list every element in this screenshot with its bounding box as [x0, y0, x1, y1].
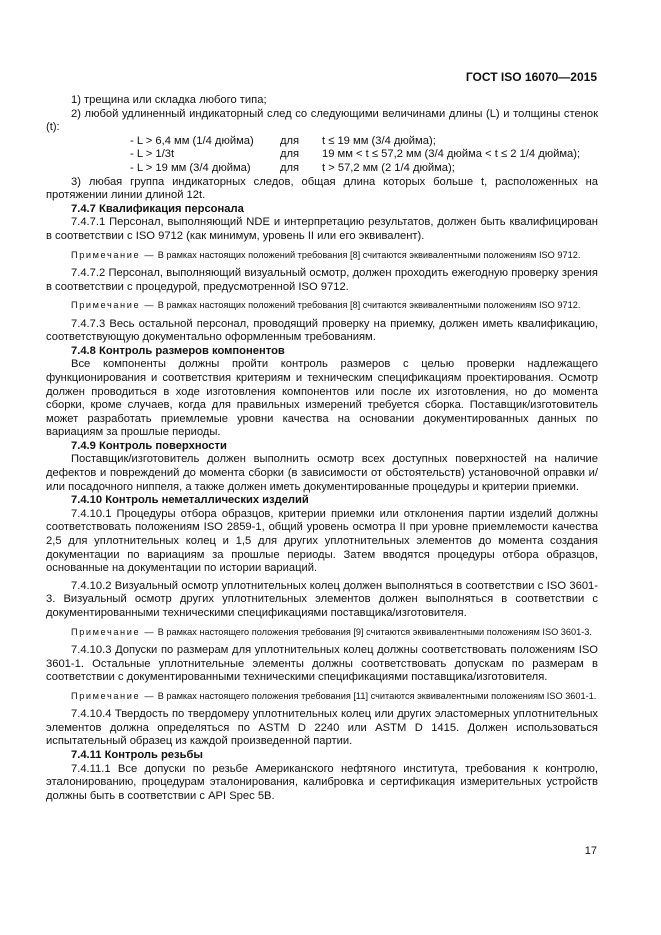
note: [46, 299, 598, 311]
heading-7-4-11: 7.4.11 Контроль резьбы: [71, 748, 203, 761]
note-text: В рамках настоящих положений требования [8] считаются эквивалентными положениям ISO 9712.: [157, 300, 581, 311]
criteria-range: t > 57,2 мм (2 1/4 дюйма);: [322, 161, 455, 174]
heading-7-4-10: 7.4.10 Контроль неметаллических изделий: [71, 494, 309, 507]
page-content: [46, 94, 598, 803]
criteria-for: для: [280, 161, 300, 174]
criteria-range: t ≤ 19 мм (3/4 дюйма);: [322, 134, 436, 147]
paragraph-7-4-8: Все компоненты должны пройти контроль размеров с целью проверки надлежащего функционирования и соответствия критериям и техническим спецификациям проектирования. Осмотр должен проводиться в ходе изготовления компонентов или после их изготовления, но до момента сборки, кроме случаев, когда для правильных измерений требуется сборка. Поставщик/изготовитель может разработать приемлемые уровни качества на основании документированных данных по вариациям за прошлые периоды.: [46, 358, 598, 439]
paragraph-7-4-10-2: 7.4.10.2 Визуальный осмотр уплотнительных колец должен выполняться в соответствии с ISO 3601-3. Визуальный осмотр других уплотнительных элементов должен выполняться в соответствии с документированными техническими спецификациями поставщика/изготовителя.: [46, 579, 598, 619]
note-label: Примечание —: [71, 626, 156, 637]
criteria-condition: - L > 1/3t: [130, 148, 175, 161]
item-crack: 1) трещина или складка любого типа;: [71, 94, 267, 106]
note-label: Примечание —: [71, 249, 156, 260]
note-text: В рамках настоящих положений требования [8] считаются эквивалентными положениям ISO 9712.: [157, 249, 581, 260]
criteria-condition: - L > 6,4 мм (1/4 дюйма): [130, 134, 254, 147]
note: [46, 249, 598, 261]
item-indication-group: 3) любая группа индикаторных следов, общая длина которых больше t, расположенных на протяжении линии длиной 12t.: [46, 175, 598, 202]
document-id: ГОСТ ISO 16070—2015: [465, 70, 597, 84]
paragraph-7-4-9: Поставщик/изготовитель должен выполнить осмотр всех доступных поверхностей на наличие дефектов и повреждений до момента сборки (в зависимости от обстоятельств) установочной оправки и/или посадочного ниппеля, а также должен иметь документированные процедуры и критерии приемки.: [46, 453, 598, 493]
note-text: В рамках настоящего положения требования [9] считаются эквивалентными положениям ISO 3601-3.: [157, 626, 592, 637]
paragraph-7-4-7-1: 7.4.7.1 Персонал, выполняющий NDE и интерпретацию результатов, должен быть квалифицирован в соответствии с ISO 9712 (как минимум, уровень II или его эквивалент).: [46, 216, 598, 242]
criteria-row: [130, 135, 580, 149]
criteria-row: [130, 148, 580, 162]
heading-7-4-8: 7.4.8 Контроль размеров компонентов: [71, 344, 285, 357]
criteria-for: для: [280, 134, 300, 147]
paragraph-7-4-7-3: 7.4.7.3 Весь остальной персонал, проводящий проверку на приемку, должен иметь квалификацию, соответствующую документально оформленным требованиям.: [46, 317, 598, 344]
heading-7-4-7: 7.4.7 Квалификация персонала: [71, 202, 244, 215]
paragraph-7-4-11-1: 7.4.11.1 Все допуски по резьбе Американского нефтяного института, требования к контролю, эталонированию, процедурам эталонирования, калибровка и сертификация измерительных устройств должны быть в соответствии с API Spec 5B.: [46, 762, 598, 802]
note: [46, 690, 598, 702]
criteria-condition: - L > 19 мм (3/4 дюйма): [130, 161, 251, 174]
item-elongated-indication: 2) любой удлиненный индикаторный след со следующими величинами длины (L) и толщины стенок (t):: [46, 107, 598, 134]
heading-7-4-9: 7.4.9 Контроль поверхности: [71, 439, 227, 452]
criteria-table: [130, 135, 580, 176]
criteria-for: для: [280, 148, 300, 161]
page-number: 17: [584, 845, 597, 857]
paragraph-7-4-10-1: 7.4.10.1 Процедуры отбора образцов, критерии приемки или отклонения партии изделий должны соответствовать положениям ISO 2859-1, общий уровень осмотра II при уровне приемлемости качества 2,5 для уплотнительных колец и 1,5 для других уплотнительных элементов до момента создания документации по вариациям за прошлые периоды. Затем вводятся процедуры отбора образцов, основанные на документации по истории вариаций.: [46, 507, 598, 575]
note-label: Примечание —: [71, 690, 156, 701]
note: [46, 626, 598, 638]
note-text: В рамках настоящего положения требования [11] считаются эквивалентными положениям ISO 3601-1.: [157, 690, 597, 701]
criteria-row: [130, 162, 580, 176]
paragraph-7-4-10-3: 7.4.10.3 Допуски по размерам для уплотнительных колец должны соответствовать положениям ISO 3601-1. Остальные уплотнительные элементы должны соответствовать допускам по размерам в соответствии с документированными техническими спецификациями поставщика/изготовителя.: [46, 644, 598, 684]
paragraph-7-4-7-2: 7.4.7.2 Персонал, выполняющий визуальный осмотр, должен проходить ежегодную проверку зрения в соответствии с процедурой, предусмотренной ISO 9712.: [46, 266, 598, 293]
note-label: Примечание —: [71, 300, 156, 311]
paragraph-7-4-10-4: 7.4.10.4 Твердость по твердомеру уплотнительных колец или других эластомерных уплотнительных элементов должна определяться по ASTM D 2240 или ASTM D 1415. Должен использоваться испытательный образец из каждой произведенной партии.: [46, 708, 598, 748]
criteria-range: 19 мм < t ≤ 57,2 мм (3/4 дюйма < t ≤ 2 1/4 дюйма);: [322, 148, 581, 161]
